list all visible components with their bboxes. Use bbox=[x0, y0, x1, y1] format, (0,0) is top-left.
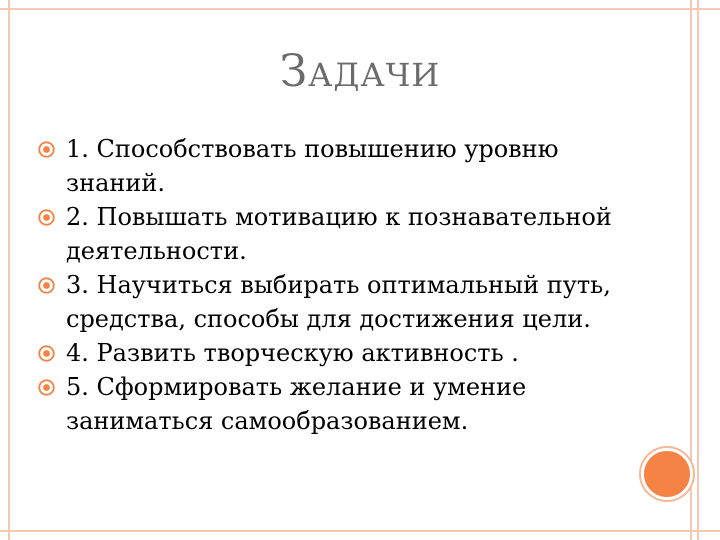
task-text: 3. Научиться выбирать оптимальный путь, средства, способы для достижения цели. bbox=[66, 271, 611, 333]
list-item bbox=[38, 370, 638, 438]
task-text: 5. Сформировать желание и умение заниматься самообразованием. bbox=[66, 373, 527, 435]
circle-target-bullet-icon bbox=[38, 379, 55, 396]
circle-target-bullet-icon bbox=[38, 345, 55, 362]
task-text: 1. Способствовать повышению уровню знаний. bbox=[66, 135, 559, 197]
list-item bbox=[38, 132, 638, 200]
title-rest: АДАЧИ bbox=[308, 56, 441, 94]
task-text: 2. Повышать мотивацию к познавательной деятельности. bbox=[66, 203, 612, 265]
list-item bbox=[38, 336, 638, 370]
task-text: 4. Развить творческую активность . bbox=[66, 339, 519, 367]
circle-target-bullet-icon bbox=[38, 141, 55, 158]
frame-line-top bbox=[0, 8, 720, 10]
task-list bbox=[38, 132, 638, 438]
orange-circle-icon bbox=[641, 448, 693, 500]
frame-line-bottom bbox=[0, 530, 720, 532]
slide-title bbox=[0, 46, 720, 97]
list-item bbox=[38, 200, 638, 268]
circle-target-bullet-icon bbox=[38, 277, 55, 294]
title-first-letter: З bbox=[279, 46, 309, 97]
circle-target-bullet-icon bbox=[38, 209, 55, 226]
list-item bbox=[38, 268, 638, 336]
